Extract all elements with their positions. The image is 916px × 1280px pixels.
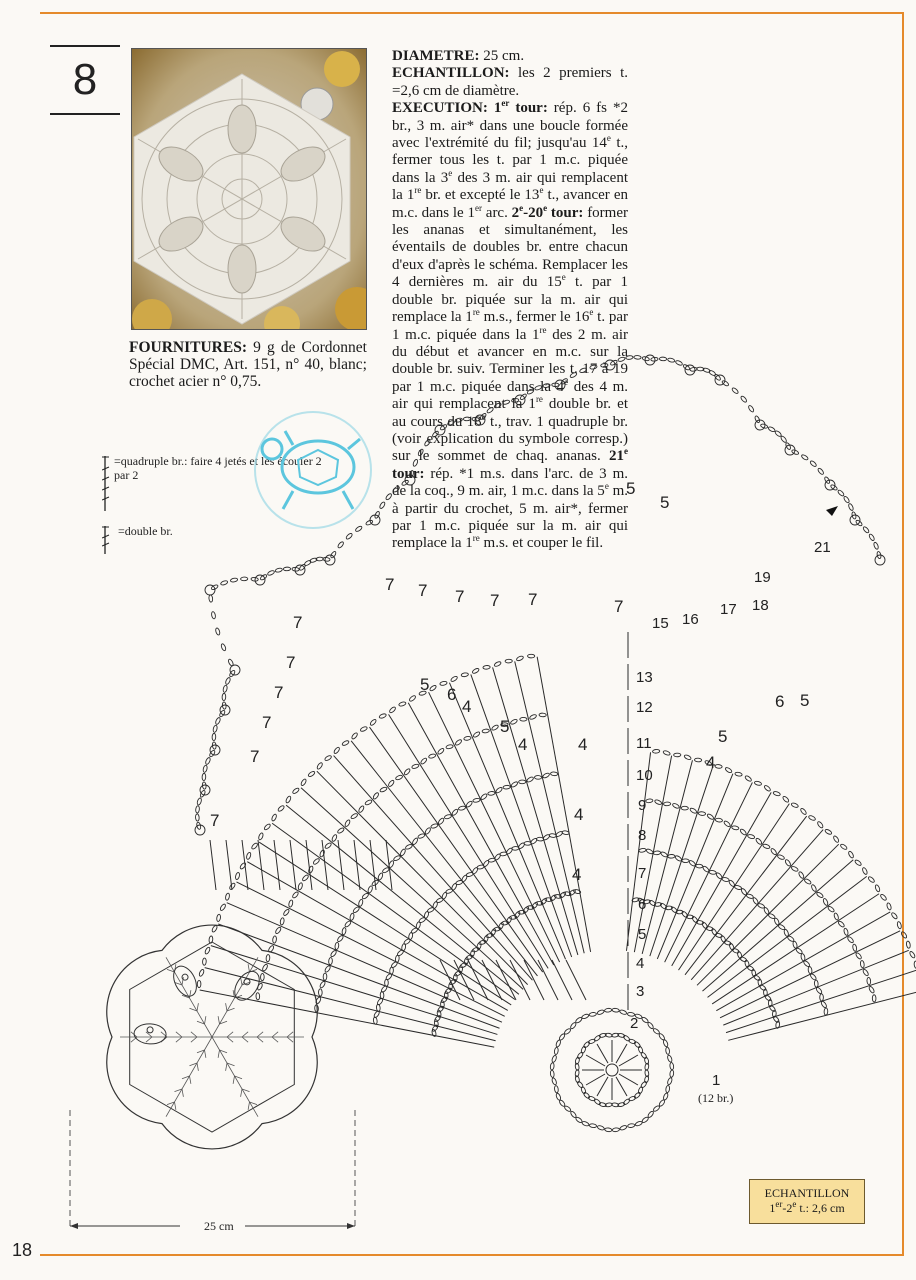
- fan-label-7: 7: [418, 581, 428, 600]
- pattern-number: 8: [50, 45, 120, 115]
- round-12-label: 12: [636, 699, 653, 716]
- fan-label-4: 4: [574, 805, 584, 824]
- fan-label-7: 7: [614, 597, 624, 616]
- round-18-label: 18: [752, 597, 769, 614]
- legend-quadruple-text: =quadruple br.: faire 4 jetés et les écouler 2 par 2: [114, 454, 322, 482]
- round-13-label: 13: [636, 669, 653, 686]
- fan-label-6: 6: [775, 692, 785, 711]
- sample-box: [749, 1179, 865, 1224]
- fan-label-4: 4: [572, 865, 582, 884]
- fan-label-4: 4: [706, 753, 716, 772]
- fan-label-7: 7: [455, 587, 465, 606]
- round-10-label: 10: [636, 767, 653, 784]
- fan-label-6: 6: [447, 685, 457, 704]
- round-9-label: 9: [638, 797, 647, 814]
- execution-label: EXECUTION:: [392, 100, 488, 117]
- fan-label-7: 7: [385, 575, 395, 594]
- legend-double-text: =double br.: [118, 524, 173, 538]
- round-21-label: 21: [814, 539, 831, 556]
- round-17-label: 17: [720, 601, 737, 618]
- round-7-label: 7: [638, 865, 647, 882]
- sample-box-text: 1er-2e t.: 2,6 cm: [769, 1199, 845, 1215]
- round21-text: rép. *1 m.s. dans l'arc. de 3 m. de la coq., 9 m. air, 1 m.c. dans la 5e m. à partir du crochet, 5 m. air*, fermer par 1 m.c. piquée sur la m. air qui remplace la 1re m.s. et couper le fil.: [392, 465, 628, 552]
- round1-label: 1er tour:: [493, 98, 548, 117]
- round2-label: 2e-20e tour:: [511, 202, 584, 221]
- fan-label-7: 7: [262, 713, 272, 732]
- fan-label-5: 5: [800, 691, 810, 710]
- dimension-label: 25 cm: [204, 1219, 234, 1233]
- round-2-label: 2: [630, 1015, 639, 1032]
- fan-label-4: 4: [462, 697, 472, 716]
- fan-label-5: 5: [660, 493, 670, 512]
- sample-value: les 2 premiers t. =2,6 cm de diamètre.: [392, 65, 628, 99]
- round1-text: rép. 6 fs *2 br., 3 m. air* dans une boucle formée avec l'extrémité du fil; jusqu'au 14e t., fermer tous les t. par 1 m.c. piquée dans la 3e des 3 m. air qui remplacent la 1re br. et excepté le 13e t., avancer en m.c. dans le 1er arc.: [392, 100, 629, 221]
- fan-label-7: 7: [293, 613, 303, 632]
- fan-label-5: 5: [626, 479, 636, 498]
- supplies-text: 9 g de Cordonnet Spécial DMC, Art. 151, n° 40, blanc; crochet acier n° 0,75.: [129, 339, 367, 390]
- round-16-label: 16: [682, 611, 699, 628]
- supplies-label: FOURNITURES:: [129, 339, 247, 356]
- fan-label-7: 7: [490, 591, 500, 610]
- round-15-label: 15: [652, 615, 669, 632]
- start-arrow-icon: [826, 506, 838, 516]
- fan-label-7: 7: [528, 590, 538, 609]
- fan-label-5: 5: [420, 675, 430, 694]
- fan-label-7: 7: [286, 653, 296, 672]
- fan-label-4: 4: [578, 735, 588, 754]
- round-6-label: 6: [638, 896, 647, 913]
- fan-label-7: 7: [274, 683, 284, 702]
- round-3-label: 3: [636, 983, 645, 1000]
- round2-text: former les ananas et simultanément, les éventails de doubles br. entre chacun d'eux d'après le schéma. Remplacer les 4 dernières m. air du 15e t. par 1 double br. piquée sur la m. air qui remplace la 1re m.s., fermer le 16e t. par 1 m.c. piquée dans la 1re des 2 m. air du début et avancer en m.c. sur la double br. suiv. Terminer les t. 17 à 19 par 1 m.c. piquée dans la 4e des 4 m. air qui remplacent la 1re double br. et au cours du 18e t., trav. 1 quadruple br. (voir explication du symbole corresp.) sur le sommet de chaq. ananas.: [392, 204, 629, 465]
- doily-schematic: [70, 925, 355, 1233]
- fan-label-4: 4: [518, 735, 528, 754]
- fan-label-5: 5: [718, 727, 728, 746]
- diameter-value: 25 cm.: [479, 48, 525, 64]
- fan-label-5: 5: [500, 717, 510, 736]
- round-19-label: 19: [754, 569, 771, 586]
- page-number: 18: [12, 1240, 33, 1260]
- round-11-label: 11: [636, 735, 652, 752]
- round-1-note: (12 br.): [698, 1091, 734, 1105]
- round21-label: 21e tour:: [392, 446, 628, 482]
- round-8-label: 8: [638, 827, 647, 844]
- fan-label-7: 7: [250, 747, 260, 766]
- fan-label-7: 7: [210, 811, 220, 830]
- round-1-label: 1: [712, 1072, 721, 1089]
- diameter-label: DIAMETRE:: [392, 48, 480, 64]
- sample-label: ECHANTILLON:: [392, 65, 510, 82]
- sample-box-title: ECHANTILLON: [764, 1186, 850, 1200]
- round-4-label: 4: [636, 955, 645, 972]
- schematic-rays: [120, 957, 304, 1116]
- round-5-label: 5: [638, 926, 647, 943]
- chart-chain-loops: [195, 355, 916, 1132]
